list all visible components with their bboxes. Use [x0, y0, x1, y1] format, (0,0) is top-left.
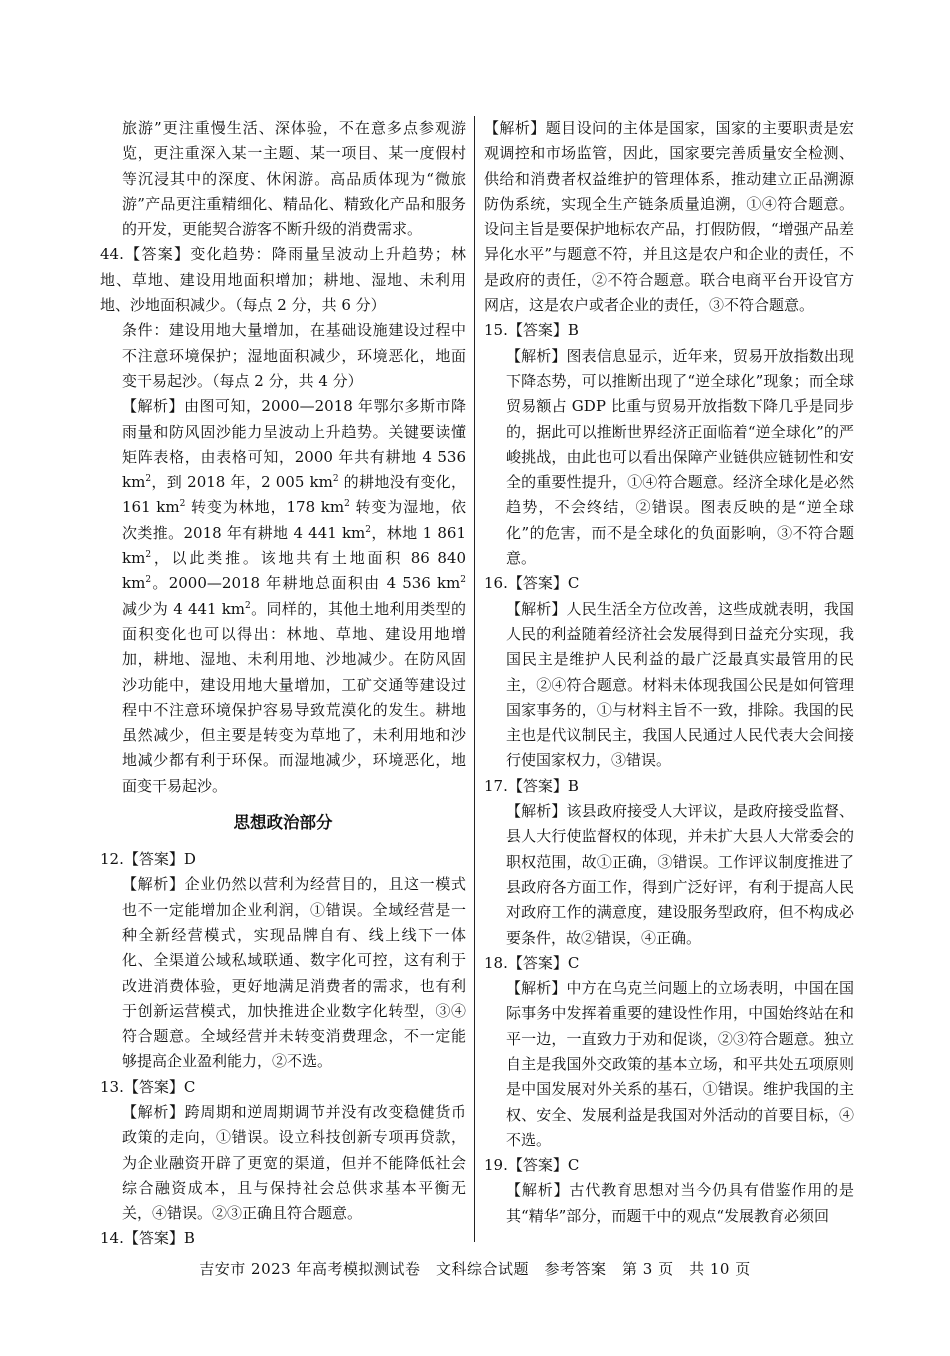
q13-answer-text: 【答案】C: [123, 1077, 196, 1096]
q16-answer-text: 【答案】C: [507, 574, 580, 593]
q15-analysis: 【解析】图表信息显示，近年来，贸易开放指数出现下降态势，可以推断出现了“逆全球化”现象；而全球贸易额占 GDP 比重与贸易开放指数下降几乎是同步的，据此可以推断世界经济正面临着“逆全球化”的严峻挑战，由此也可以看出保障产业链供应链韧性和安全的重要性提升，①④符合题意。经济全球化是必然趋势，不会终结，②错误。图表反映的是“逆全球化”的危害，而不是全球化的负面影响，③不符合题意。: [506, 346, 854, 568]
superscript: 2: [460, 575, 466, 586]
q12-number: 12.: [100, 850, 124, 869]
q44-analysis-part: 转变为湿地，依次类推。2018 年有耕地 4 441 km: [122, 498, 466, 542]
q12-answer-text: 【答案】D: [123, 850, 196, 869]
q18-analysis: 【解析】中方在乌克兰问题上的立场表明，中国在国际事务中发挥着重要的建设性作用，中国始终站在和平一边，一直致力于劝和促谈，②③符合题意。独立自主是我国外交政策的基本立场，和平共处五项原则是中国发展对外关系的基石，①错误。维护我国的主权、安全、发展利益是我国对外活动的首要目标，④不选。: [506, 979, 854, 1149]
q44-analysis-part: 。2000—2018 年耕地总面积由 4 536 km: [151, 574, 461, 593]
q15-answer-text: 【答案】B: [507, 321, 579, 340]
superscript: 2: [344, 499, 350, 510]
q13-number: 13.: [100, 1077, 124, 1096]
superscript: 2: [179, 499, 186, 510]
q16-number: 16.: [484, 574, 508, 593]
q14-answer-text: 【答案】B: [123, 1229, 195, 1248]
superscript: 2: [365, 524, 372, 535]
q44-conditions: 条件：建设用地大量增加，在基础设施建设过程中不注意环境保护；湿地面积减少，环境恶化，地面变干易起沙。（每点 2 分，共 4 分）: [122, 321, 466, 390]
q15-number: 15.: [484, 321, 508, 340]
q44-analysis-part: ，以此类推。该地共有土地面积 86 840 km: [122, 549, 466, 593]
q44-analysis: [100, 394, 466, 799]
superscript: 2: [145, 550, 152, 561]
q14-analysis: 【解析】题目设问的主体是国家，国家的主要职责是宏观调控和市场监管，因此，国家要完善质量安全检测、供给和消费者权益维护的管理体系，推动建立正品溯源防伪系统，实现全生产链条质量追溯，①④符合题意。设问主旨是要保护地标农产品，打假防假，“增强产品差异化水平”与题意不符，并且这是农户和企业的责任，不是政府的责任，②不符合题意。联合电商平台开设官方网店，这是农户或者企业的责任，③不符合题意。: [484, 119, 854, 315]
q19-answer-text: 【答案】C: [507, 1156, 580, 1175]
q44-analysis-part: 减少为 4 441 km: [122, 599, 246, 618]
q44-analysis-part: 【解析】由图可知，2000—2018 年鄂尔多斯市降雨量和防风固沙能力呈波动上升趋势。关键要读懂矩阵表格，由表格可知，2000 年共有耕地 4 536 km: [122, 397, 466, 492]
q17-number: 17.: [484, 776, 508, 795]
q44-analysis-part: 。同样的，其他土地利用类型的面积变化也可以得出：林地、草地、建设用地增加，耕地、湿地、未利用地、沙地减少。在防风固沙功能中，建设用地大量增加，工矿交通等建设过程中不注意环境保护容易导致荒漠化的发生。耕地虽然减少，但主要是转变为草地了，未利用地和沙地减少都有利于环保。而湿地减少，环境恶化，地面变干易起沙。: [122, 599, 466, 795]
q18-answer-text: 【答案】C: [507, 953, 580, 972]
q17-analysis: 【解析】该县政府接受人大评议，是政府接受监督、县人大行使监督权的体现，并未扩大县人大常委会的职权范围，故①正确，③错误。工作评议制度推进了县政府各方面工作，得到广泛好评，有利于提高人民对政府工作的满意度，建设服务型政府，但不构成必要条件，故②错误，④正确。: [506, 802, 854, 947]
superscript: 2: [332, 474, 339, 485]
q44-analysis-part: ，林地 1 861 km: [122, 523, 466, 568]
q15-answer: [484, 318, 854, 343]
q17-answer-text: 【答案】B: [507, 776, 579, 795]
q14-number: 14.: [100, 1229, 124, 1248]
intro-paragraph: 旅游”更注重慢生活、深体验，不在意多点参观游览，更注重深入某一主题、某一项目、某一度假村等沉浸其中的深度、休闲游。高品质体现为“微旅游”产品更注重精细化、精品化、精致化产品和服务的开发，更能契合游客不断升级的消费需求。: [122, 119, 466, 239]
q16-answer: [484, 571, 854, 596]
column-divider: [474, 116, 475, 1242]
superscript: 2: [245, 600, 251, 611]
q44-answer-text: 【答案】变化趋势：降雨量呈波动上升趋势；林地、草地、建设用地面积增加；耕地、湿地、未利用地、沙地面积减少。（每点 2 分，共 6 分）: [100, 245, 466, 315]
q13-analysis: 【解析】跨周期和逆周期调节并没有改变稳健货币政策的走向，①错误。设立科技创新专项再贷款，为企业融资开辟了更宽的渠道，但并不能降低社会综合融资成本，且与保持社会总供求基本平衡无关，④错误。②③正确且符合题意。: [122, 1102, 466, 1223]
q16-analysis: 【解析】人民生活全方位改善，这些成就表明，我国人民的利益随着经济社会发展得到日益充分实现，我国民主是维护人民利益的最广泛最真实最管用的民主，②④符合题意。材料未体现我国公民是如何管理国家事务的，①与材料主旨不一致，排除。我国的民主也是代议制民主，我国人民通过人民代表大会间接行使国家权力，③错误。: [506, 599, 854, 770]
q44-answer: [100, 242, 466, 318]
q44-analysis-part: ，到 2018 年，2 005 km: [151, 473, 333, 492]
left-column: [100, 116, 466, 1252]
q12-answer: [100, 847, 466, 872]
page-footer: 吉安市 2023 年高考模拟测试卷 文科综合试题 参考答案 第 3 页 共 10 页: [199, 1260, 751, 1278]
right-column: [484, 116, 854, 1229]
q13-answer: [100, 1075, 466, 1100]
q14-answer: [100, 1226, 466, 1251]
q18-number: 18.: [484, 953, 508, 972]
superscript: 2: [145, 474, 152, 485]
q44-analysis-part: 转变为林地，178 km: [185, 498, 345, 517]
q12-analysis: 【解析】企业仍然以营利为经营目的，且这一模式也不一定能增加企业利润，①错误。全域经营是一种全新经营模式，实现品牌自有、线上线下一体化、全渠道公域私域联通、数字化可控，这有利于改进消费体验，更好地满足消费者的需求，也有利于创新运营模式，加快推进企业数字化转型，③④符合题意。全域经营并未转变消费理念，不一定能够提高企业盈利能力，②不选。: [122, 875, 466, 1071]
q19-answer: [484, 1153, 854, 1178]
q44-analysis-part: 的耕地没有变化，161 km: [122, 473, 466, 517]
q18-answer: [484, 951, 854, 976]
q19-analysis: 【解析】古代教育思想对当今仍具有借鉴作用的是其“精华”部分，而题干中的观点“发展教育必须回: [506, 1181, 854, 1225]
superscript: 2: [145, 575, 152, 586]
q17-answer: [484, 774, 854, 799]
section-title-politics: 思想政治部分: [233, 813, 333, 833]
q44-number: 44.: [100, 245, 124, 264]
q19-number: 19.: [484, 1156, 508, 1175]
